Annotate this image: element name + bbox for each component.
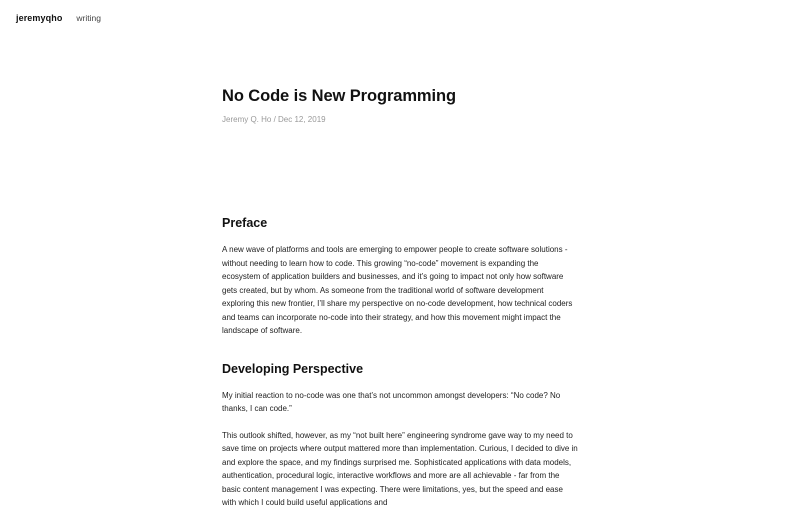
article — [222, 86, 578, 510]
nav-link-writing[interactable]: writing — [76, 13, 101, 23]
top-nav — [16, 13, 101, 23]
paragraph: This outlook shifted, however, as my “not built here” engineering syndrome gave way to my need to save time on projects where output mattered more than implementation. Curious, I decided to dive in and explore the space, and my findings surprised me. Sophisticated applications with data models, authentication, procedural logic, interactive workflows and more are all achievable - far from the basic content management I was expecting. There were limitations, yes, but the speed and ease with which I could build useful applications and — [222, 430, 578, 507]
section-preface — [222, 215, 578, 338]
section-heading-preface: Preface — [222, 216, 268, 230]
article-title: No Code is New Programming — [222, 87, 456, 105]
section-heading-developing-perspective: Developing Perspective — [222, 361, 364, 376]
paragraph: A new wave of platforms and tools are emerging to empower people to create software solutions - without needing to learn how to code. This growing “no-code” movement is expanding the ecosystem of application builders and businesses, and it’s going to impact not only how software gets created, but by whom. As someone from the traditional world of software development exploring this new frontier, I’ll share my perspective on no-code development, how technical coders and teams can incorporate no-code into their strategy, and how this movement might impact the landscape of software. — [222, 245, 573, 335]
brand-link[interactable]: jeremyqho — [16, 13, 63, 23]
paragraph: My initial reaction to no-code was one that’s not uncommon amongst developers: “No code? No thanks, I can code.” — [222, 390, 561, 413]
article-byline: Jeremy Q. Ho / Dec 12, 2019 — [222, 115, 326, 124]
section-developing-perspective — [222, 361, 578, 510]
